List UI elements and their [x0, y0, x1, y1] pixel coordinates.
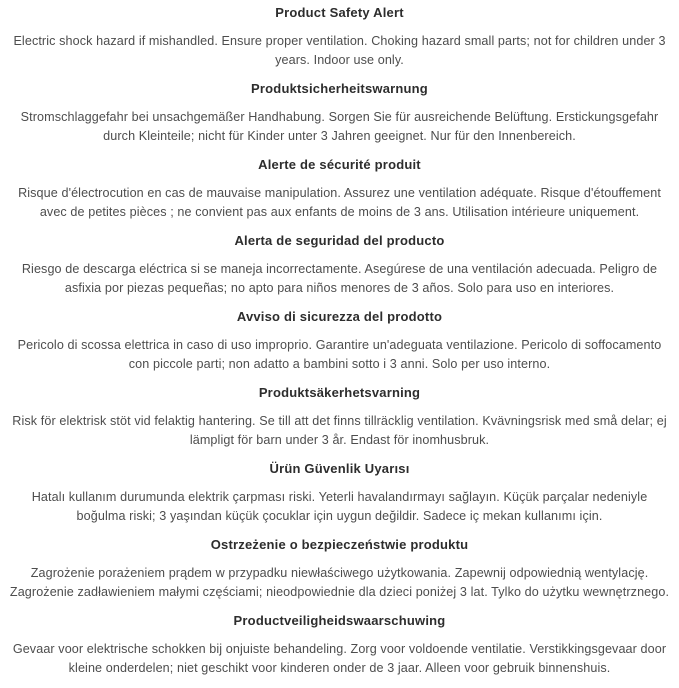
- section-body-polish: Zagrożenie porażeniem prądem w przypadku niewłaściwego użytkowania. Zapewnij odpowiednią wentylację. Zagrożenie zadławieniem małymi częściami; nieodpowiednie dla dzieci poniżej 3 lat. Tylko do użytku wewnętrznego.: [9, 566, 670, 599]
- section-swedish: [8, 385, 671, 450]
- section-body-english: Electric shock hazard if mishandled. Ensure proper ventilation. Choking hazard small parts; not for children under 3 years. Indoor use only.: [13, 34, 666, 67]
- section-german: [8, 81, 671, 146]
- section-body-italian: Pericolo di scossa elettrica in caso di uso improprio. Garantire un'adeguata ventilazione. Pericolo di soffocamento con piccole parti; non adatto a bambini sotto i 3 anni. Solo per uso interno.: [17, 338, 662, 371]
- section-title-french: Alerte de sécurité produit: [258, 157, 421, 172]
- section-italian: [8, 309, 671, 374]
- section-polish: [8, 537, 671, 602]
- section-body-french: Risque d'électrocution en cas de mauvaise manipulation. Assurez une ventilation adéquate. Risque d'étouffement avec de petites pièces ; ne convient pas aux enfants de moins de 3 ans. Utilisation intérieure uniquement.: [18, 186, 661, 219]
- section-title-italian: Avviso di sicurezza del prodotto: [236, 309, 443, 324]
- section-title-german: Produktsicherheitswarnung: [251, 81, 428, 96]
- section-body-dutch: Gevaar voor elektrische schokken bij onjuiste behandeling. Zorg voor voldoende ventilatie. Verstikkingsgevaar door kleine onderdelen; niet geschikt voor kinderen onder de 3 jaar. Alleen voor gebruik binnenshuis.: [12, 642, 667, 675]
- section-french: [8, 157, 671, 222]
- section-title-swedish: Produktsäkerhetsvarning: [258, 385, 421, 400]
- section-title-turkish: Ürün Güvenlik Uyarısı: [269, 461, 410, 476]
- section-body-spanish: Riesgo de descarga eléctrica si se maneja incorrectamente. Asegúrese de una ventilación adecuada. Peligro de asfixia por piezas pequeñas; no apto para niños menores de 3 años. Solo para uso en interiores.: [21, 262, 658, 295]
- section-spanish: [8, 233, 671, 298]
- section-turkish: [8, 461, 671, 526]
- section-body-german: Stromschlaggefahr bei unsachgemäßer Handhabung. Sorgen Sie für ausreichende Belüftung. Erstickungsgefahr durch Kleinteile; nicht für Kinder unter 3 Jahren geeignet. Nur für den Innenbereich.: [20, 110, 659, 143]
- section-title-spanish: Alerta de seguridad del producto: [234, 233, 445, 248]
- section-title-english: Product Safety Alert: [275, 5, 404, 20]
- section-english: [8, 5, 671, 70]
- section-title-polish: Ostrzeżenie o bezpieczeństwie produktu: [210, 537, 469, 552]
- section-title-dutch: Productveiligheidswaarschuwing: [233, 613, 446, 628]
- section-dutch: [8, 613, 671, 678]
- section-body-swedish: Risk för elektrisk stöt vid felaktig hantering. Se till att det finns tillräcklig ventilation. Kvävningsrisk med små delar; ej lämpligt för barn under 3 år. Endast för inomhusbruk.: [12, 414, 667, 447]
- section-body-turkish: Hatalı kullanım durumunda elektrik çarpması riski. Yeterli havalandırmayı sağlayın. Küçük parçalar nedeniyle boğulma riski; 3 yaşından küçük çocuklar için uygun değildir. Sadece iç mekan kullanımı için.: [31, 490, 648, 523]
